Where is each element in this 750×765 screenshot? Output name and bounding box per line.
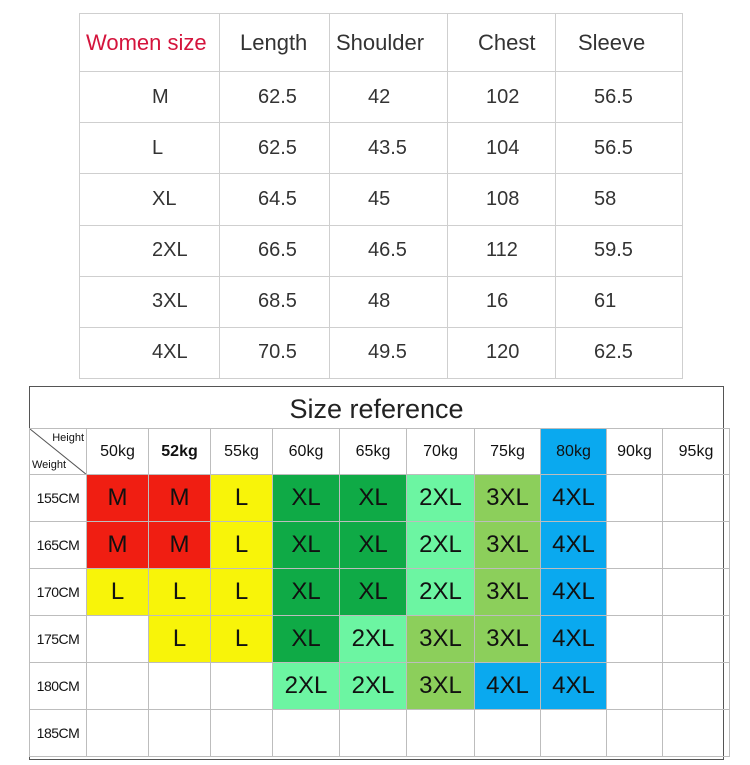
header-length: Length [220, 14, 330, 72]
measurement-cell: 59.5 [556, 225, 683, 276]
size-recommendation-cell: 4XL [541, 475, 607, 522]
weight-header-cell: 65kg [340, 429, 407, 475]
empty-cell [663, 710, 730, 757]
measurement-cell: 61 [556, 276, 683, 327]
size-recommendation-cell: 2XL [407, 475, 475, 522]
size-recommendation-cell: 3XL [407, 616, 475, 663]
empty-cell [663, 475, 730, 522]
measurement-cell: 104 [448, 123, 556, 174]
size-recommendation-cell: 4XL [541, 663, 607, 710]
weight-header-cell: 95kg [663, 429, 730, 475]
measurement-cell: 70.5 [220, 327, 330, 378]
empty-cell [149, 710, 211, 757]
weight-header-cell: 80kg [541, 429, 607, 475]
measurement-cell: 62.5 [556, 327, 683, 378]
size-recommendation-cell: L [211, 616, 273, 663]
empty-cell [87, 710, 149, 757]
size-cell: 3XL [80, 276, 220, 327]
size-recommendation-cell: M [87, 522, 149, 569]
size-recommendation-cell: 2XL [273, 663, 340, 710]
size-recommendation-cell: L [211, 475, 273, 522]
empty-cell [607, 522, 663, 569]
empty-cell [149, 663, 211, 710]
size-cell: 4XL [80, 327, 220, 378]
empty-cell [407, 710, 475, 757]
empty-cell [607, 475, 663, 522]
header-sleeve: Sleeve [556, 14, 683, 72]
size-recommendation-cell: 2XL [340, 663, 407, 710]
size-recommendation-cell: XL [273, 475, 340, 522]
height-label-cell: 170CM [30, 569, 87, 616]
women-size-corner-label: Women size [80, 14, 220, 72]
measurement-cell: 43.5 [330, 123, 448, 174]
empty-cell [663, 569, 730, 616]
size-recommendation-cell: 2XL [407, 522, 475, 569]
measurement-cell: 112 [448, 225, 556, 276]
women-table-row [80, 225, 683, 276]
size-recommendation-cell: 3XL [475, 475, 541, 522]
size-recommendation-cell: 2XL [407, 569, 475, 616]
measurement-cell: 49.5 [330, 327, 448, 378]
measurement-cell: 102 [448, 72, 556, 123]
height-label-cell: 175CM [30, 616, 87, 663]
size-recommendation-cell: 4XL [475, 663, 541, 710]
size-reference-table [29, 428, 730, 757]
size-cell: M [80, 72, 220, 123]
empty-cell [475, 710, 541, 757]
size-recommendation-cell: XL [340, 475, 407, 522]
empty-cell [87, 663, 149, 710]
header-shoulder: Shoulder [330, 14, 448, 72]
size-recommendation-cell: XL [273, 569, 340, 616]
empty-cell [211, 663, 273, 710]
size-recommendation-cell: 4XL [541, 616, 607, 663]
weight-header-cell: 50kg [87, 429, 149, 475]
size-recommendation-cell: 3XL [407, 663, 475, 710]
size-recommendation-cell: 3XL [475, 569, 541, 616]
weight-header-cell: 52kg [149, 429, 211, 475]
empty-cell [663, 616, 730, 663]
size-reference-title: Size reference [289, 394, 464, 424]
weight-header-cell: 55kg [211, 429, 273, 475]
measurement-cell: 68.5 [220, 276, 330, 327]
women-table-row [80, 327, 683, 378]
size-recommendation-cell: XL [340, 522, 407, 569]
size-recommendation-cell: M [149, 475, 211, 522]
measurement-cell: 64.5 [220, 174, 330, 225]
height-label-cell: 165CM [30, 522, 87, 569]
women-table-row [80, 72, 683, 123]
empty-cell [607, 710, 663, 757]
height-row [30, 710, 730, 757]
size-recommendation-cell: 3XL [475, 522, 541, 569]
women-size-table [79, 13, 683, 379]
measurement-cell: 48 [330, 276, 448, 327]
measurement-cell: 62.5 [220, 123, 330, 174]
measurement-cell: 45 [330, 174, 448, 225]
measurement-cell: 66.5 [220, 225, 330, 276]
size-recommendation-cell: 4XL [541, 522, 607, 569]
height-row [30, 522, 730, 569]
measurement-cell: 56.5 [556, 72, 683, 123]
measurement-cell: 42 [330, 72, 448, 123]
measurement-cell: 108 [448, 174, 556, 225]
height-row [30, 663, 730, 710]
size-recommendation-cell: 4XL [541, 569, 607, 616]
size-recommendation-cell: L [211, 569, 273, 616]
weight-header-row [30, 429, 730, 475]
measurement-cell: 46.5 [330, 225, 448, 276]
corner-weight-label: Weight [32, 459, 67, 471]
measurement-cell: 120 [448, 327, 556, 378]
corner-height-label: Height [52, 432, 84, 444]
measurement-cell: 56.5 [556, 123, 683, 174]
size-recommendation-cell: 3XL [475, 616, 541, 663]
size-recommendation-cell: M [149, 522, 211, 569]
measurement-cell: 62.5 [220, 72, 330, 123]
height-row [30, 616, 730, 663]
weight-header-cell: 90kg [607, 429, 663, 475]
empty-cell [607, 616, 663, 663]
size-recommendation-cell: XL [340, 569, 407, 616]
empty-cell [607, 569, 663, 616]
women-table-header-row [80, 14, 683, 72]
measurement-cell: 16 [448, 276, 556, 327]
size-cell: 2XL [80, 225, 220, 276]
size-recommendation-cell: M [87, 475, 149, 522]
size-recommendation-cell: L [211, 522, 273, 569]
empty-cell [663, 663, 730, 710]
weight-header-cell: 60kg [273, 429, 340, 475]
empty-cell [340, 710, 407, 757]
size-recommendation-cell: L [87, 569, 149, 616]
header-chest: Chest [448, 14, 556, 72]
size-cell: XL [80, 174, 220, 225]
women-table-row [80, 276, 683, 327]
empty-cell [607, 663, 663, 710]
empty-cell [663, 522, 730, 569]
measurement-cell: 58 [556, 174, 683, 225]
size-recommendation-cell: L [149, 616, 211, 663]
size-recommendation-cell: XL [273, 522, 340, 569]
size-recommendation-cell: 2XL [340, 616, 407, 663]
women-table-row [80, 174, 683, 225]
empty-cell [273, 710, 340, 757]
height-label-cell: 185CM [30, 710, 87, 757]
weight-header-cell: 70kg [407, 429, 475, 475]
size-cell: L [80, 123, 220, 174]
height-weight-corner [30, 429, 87, 475]
height-row [30, 569, 730, 616]
women-table-row [80, 123, 683, 174]
height-row [30, 475, 730, 522]
size-recommendation-cell: XL [273, 616, 340, 663]
size-recommendation-cell: L [149, 569, 211, 616]
weight-header-cell: 75kg [475, 429, 541, 475]
empty-cell [541, 710, 607, 757]
empty-cell [211, 710, 273, 757]
height-label-cell: 155CM [30, 475, 87, 522]
empty-cell [87, 616, 149, 663]
height-label-cell: 180CM [30, 663, 87, 710]
